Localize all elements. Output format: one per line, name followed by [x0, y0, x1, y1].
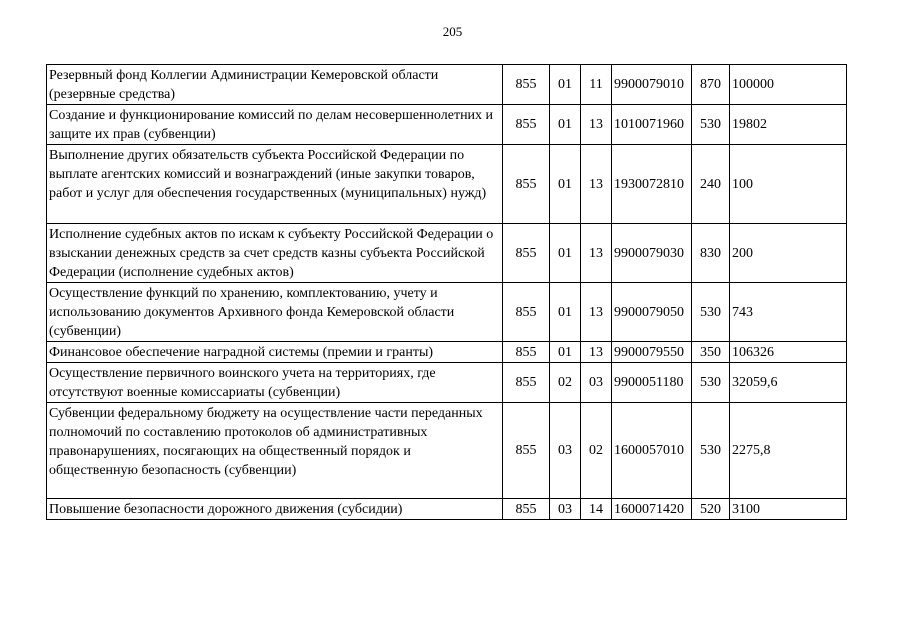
table-row [47, 403, 847, 499]
cell-department: 855 [503, 499, 550, 520]
cell-amount: 19802 [730, 105, 847, 145]
cell-amount: 200 [730, 224, 847, 283]
cell-subsection: 13 [581, 105, 612, 145]
cell-department: 855 [503, 145, 550, 224]
cell-department: 855 [503, 224, 550, 283]
cell-section: 03 [550, 403, 581, 499]
cell-section: 01 [550, 283, 581, 342]
cell-expense-type: 350 [692, 342, 730, 363]
cell-expense-type: 520 [692, 499, 730, 520]
cell-subsection: 13 [581, 342, 612, 363]
cell-expense-type: 530 [692, 105, 730, 145]
row-name: Осуществление первичного воинского учета на территориях, где отсутствуют военные комиссариаты (субвенции) [47, 363, 503, 403]
cell-target-article: 9900079550 [612, 342, 692, 363]
table-row [47, 65, 847, 105]
cell-target-article: 9900079030 [612, 224, 692, 283]
cell-target-article: 1010071960 [612, 105, 692, 145]
cell-subsection: 03 [581, 363, 612, 403]
table-row [47, 499, 847, 520]
row-name: Осуществление функций по хранению, комплектованию, учету и использованию документов Архивного фонда Кемеровской области (субвенции) [47, 283, 503, 342]
cell-section: 01 [550, 145, 581, 224]
row-name: Выполнение других обязательств субъекта Российской Федерации по выплате агентских комиссий и вознаграждений (иные закупки товаров, работ и услуг для обеспечения государственных (муниципальных) нужд) [47, 145, 503, 224]
cell-department: 855 [503, 105, 550, 145]
cell-target-article: 9900079050 [612, 283, 692, 342]
cell-section: 02 [550, 363, 581, 403]
table-row [47, 145, 847, 224]
cell-department: 855 [503, 283, 550, 342]
row-name: Создание и функционирование комиссий по делам несовершеннолетних и защите их прав (субвенции) [47, 105, 503, 145]
row-name: Финансовое обеспечение наградной системы (премии и гранты) [47, 342, 503, 363]
cell-expense-type: 830 [692, 224, 730, 283]
table-row [47, 224, 847, 283]
cell-subsection: 13 [581, 283, 612, 342]
cell-department: 855 [503, 342, 550, 363]
cell-target-article: 9900079010 [612, 65, 692, 105]
cell-section: 01 [550, 342, 581, 363]
cell-expense-type: 530 [692, 363, 730, 403]
cell-expense-type: 530 [692, 403, 730, 499]
cell-amount: 743 [730, 283, 847, 342]
cell-subsection: 11 [581, 65, 612, 105]
row-name: Субвенции федеральному бюджету на осуществление части переданных полномочий по составлению протоколов об административных правонарушениях, посягающих на общественный порядок и общественную безопасность (субвенции) [47, 403, 503, 499]
table-row [47, 342, 847, 363]
cell-department: 855 [503, 403, 550, 499]
cell-subsection: 13 [581, 145, 612, 224]
cell-amount: 100 [730, 145, 847, 224]
cell-subsection: 14 [581, 499, 612, 520]
cell-expense-type: 530 [692, 283, 730, 342]
cell-department: 855 [503, 65, 550, 105]
cell-section: 03 [550, 499, 581, 520]
cell-section: 01 [550, 224, 581, 283]
cell-amount: 2275,8 [730, 403, 847, 499]
cell-expense-type: 240 [692, 145, 730, 224]
table-row [47, 105, 847, 145]
cell-amount: 3100 [730, 499, 847, 520]
budget-table [46, 64, 847, 520]
cell-amount: 32059,6 [730, 363, 847, 403]
cell-target-article: 1600057010 [612, 403, 692, 499]
cell-target-article: 9900051180 [612, 363, 692, 403]
page-number: 205 [442, 24, 463, 39]
table-row [47, 363, 847, 403]
cell-amount: 100000 [730, 65, 847, 105]
cell-section: 01 [550, 105, 581, 145]
cell-expense-type: 870 [692, 65, 730, 105]
cell-section: 01 [550, 65, 581, 105]
cell-target-article: 1600071420 [612, 499, 692, 520]
table-row [47, 283, 847, 342]
cell-subsection: 13 [581, 224, 612, 283]
row-name: Исполнение судебных актов по искам к субъекту Российской Федерации о взыскании денежных средств за счет средств казны субъекта Российской Федерации (исполнение судебных актов) [47, 224, 503, 283]
cell-target-article: 1930072810 [612, 145, 692, 224]
row-name: Резервный фонд Коллегии Администрации Кемеровской области (резервные средства) [47, 65, 503, 105]
row-name: Повышение безопасности дорожного движения (субсидии) [47, 499, 503, 520]
cell-amount: 106326 [730, 342, 847, 363]
cell-subsection: 02 [581, 403, 612, 499]
cell-department: 855 [503, 363, 550, 403]
